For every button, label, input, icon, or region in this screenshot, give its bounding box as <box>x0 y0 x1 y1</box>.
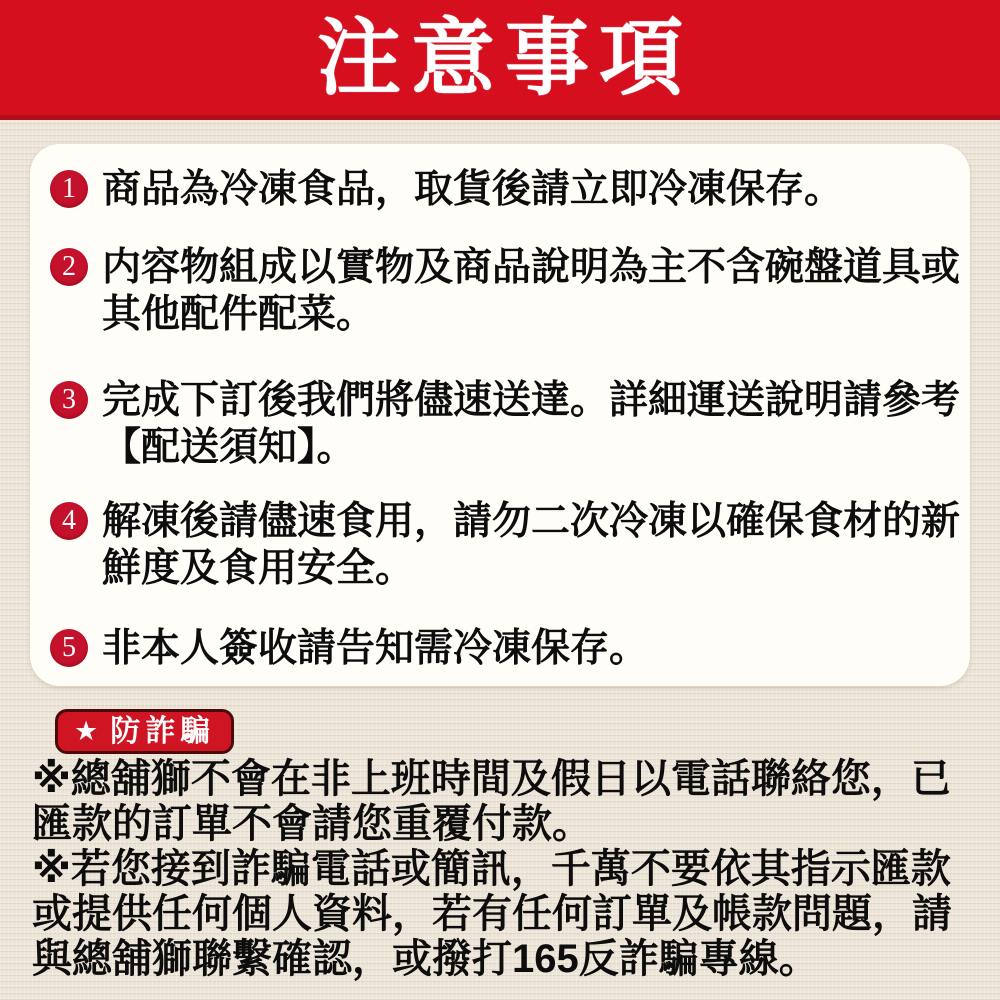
notice-number-badge <box>50 502 88 540</box>
anti-fraud-badge <box>55 709 234 754</box>
notice-number: 1 <box>62 173 76 204</box>
notice-text <box>102 377 960 471</box>
anti-fraud-text <box>32 757 952 982</box>
notice-panel <box>30 144 970 686</box>
notice-text <box>102 498 960 592</box>
notice-number-badge <box>50 381 88 419</box>
anti-fraud-line: ※若您接到詐騙電話或簡訊，千萬不要依其指示匯款 <box>32 847 951 891</box>
anti-fraud-badge-label: 防詐騙 <box>110 714 216 748</box>
notice-number: 3 <box>62 384 76 415</box>
notice-line: 其他配件配菜。 <box>102 293 376 336</box>
notice-text <box>102 244 960 338</box>
notice-item-3 <box>50 377 970 471</box>
notice-number: 5 <box>62 632 76 663</box>
anti-fraud-line: 或提供任何個人資料，若有任何訂單及帳款問題，請 <box>32 892 952 936</box>
notice-line: 内容物組成以實物及商品說明為主不含碗盤道具或 <box>102 246 961 289</box>
page-title: 注意事項 <box>316 10 693 105</box>
notice-text <box>102 625 648 672</box>
notice-item-5 <box>50 625 970 672</box>
notice-item-1 <box>50 166 970 213</box>
notice-line: 鮮度及食用安全。 <box>102 547 415 590</box>
notice-line: 【配送須知】。 <box>102 426 356 469</box>
star-icon: ★ <box>74 716 99 746</box>
notice-line: 非本人簽收請告知需冷凍保存。 <box>102 627 649 670</box>
notice-item-4 <box>50 498 970 592</box>
notice-number-badge <box>50 629 88 667</box>
notice-number-badge <box>50 248 88 286</box>
notice-line: 商品為冷凍食品，取貨後請立即冷凍保存。 <box>102 168 844 211</box>
anti-fraud-line: ※總舖獅不會在非上班時間及假日以電話聯絡您，已 <box>32 757 951 801</box>
notice-item-2 <box>50 244 970 338</box>
notice-line: 解凍後請儘速食用，請勿二次冷凍以確保食材的新 <box>102 500 961 543</box>
notice-text <box>102 166 843 213</box>
notice-number: 4 <box>62 505 76 536</box>
notice-number-badge <box>50 170 88 208</box>
anti-fraud-line: 與總舖獅聯繫確認，或撥打165反詐騙專線。 <box>32 937 819 981</box>
header-banner <box>0 0 1000 120</box>
notice-line: 完成下訂後我們將儘速送達。詳細運送說明請參考 <box>102 379 961 422</box>
notice-number: 2 <box>62 251 76 282</box>
anti-fraud-line: 匯款的訂單不會請您重覆付款。 <box>32 802 592 846</box>
